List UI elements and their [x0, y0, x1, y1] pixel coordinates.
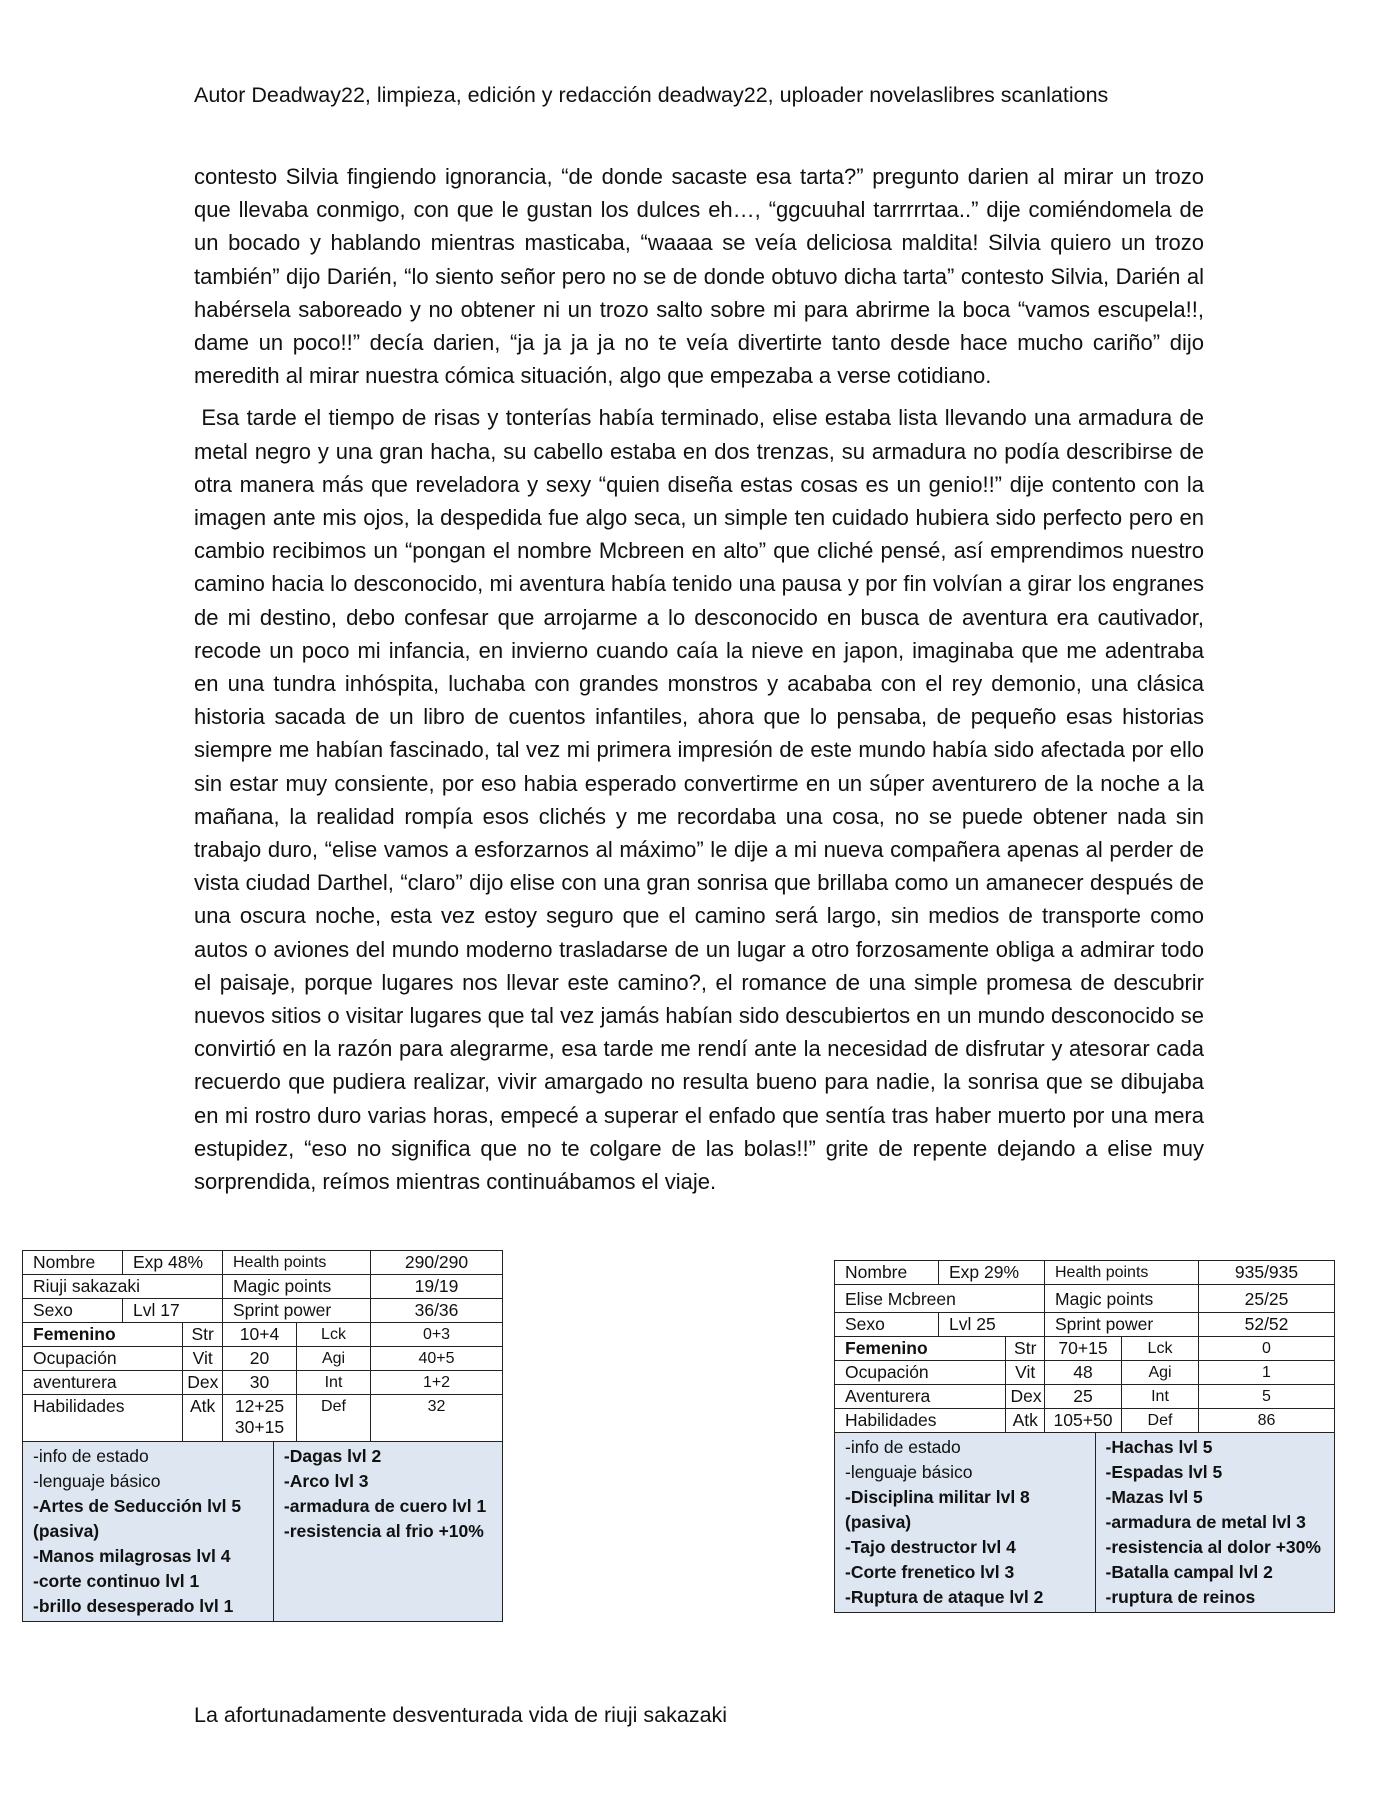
skill-item: -armadura de metal lvl 3: [1105, 1512, 1306, 1532]
ocupacion-label: Ocupación: [835, 1361, 1006, 1384]
lck-label: Lck: [1147, 1340, 1173, 1357]
nombre-label: Nombre: [835, 1261, 939, 1285]
skill-item: -Tajo destructor lvl 4: [845, 1537, 1016, 1557]
vit-value: 20: [223, 1347, 297, 1370]
lck-label: Lck: [321, 1326, 346, 1343]
sexo-label: Sexo: [835, 1313, 939, 1337]
skill-item: -brillo desesperado lvl 1: [33, 1596, 234, 1616]
def-label: Def: [321, 1398, 346, 1415]
character-name: Riuji sakazaki: [23, 1275, 223, 1299]
mp-label: Magic points: [1045, 1285, 1199, 1313]
exp-value: Exp 48%: [123, 1251, 223, 1275]
def-value: 86: [1199, 1409, 1335, 1433]
skill-item: -Hachas lvl 5: [1105, 1437, 1213, 1457]
riuji-stats-table: [22, 1250, 503, 1622]
def-label: Def: [1147, 1412, 1173, 1429]
skill-item: -Espadas lvl 5: [1105, 1462, 1223, 1482]
int-label: Int: [1151, 1388, 1169, 1405]
paragraph-2: Esa tarde el tiempo de risas y tonterías había terminado, elise estaba lista llevando una armadura de metal negro y una gran hacha, su cabello estaba en dos trenzas, su armadura no podía describirse de otra manera más que reveladora y sexy “quien diseña estas cosas es un genio!!” dije contento con la imagen ante mis ojos, la despedida fue algo seca, un simple ten cuidado hubiera sido perfecto pero en cambio recibimos un “pongan el nombre Mcbreen en alto” que cliché pensé, así emprendimos nuestro camino hacia lo desconocido, mi aventura había tenido una pausa y por fin volvían a girar los engranes de mi destino, debo confesar que arrojarme a lo desconocido en busca de aventura era cautivador, recode un poco mi infancia, en invierno cuando caía la nieve en japon, imaginaba que me adentraba en una tundra inhóspita, luchaba con grandes monstros y acababa con el rey demonio, una clásica historia sacada de un libro de cuentos infantiles, ahora que lo pensaba, de pequeño esas historias siempre me habían fascinado, tal vez mi primera impresión de este mundo había sido afectada por ello sin estar muy consiente, por eso habia esperado convertirme en un súper aventurero de la noche a la mañana, la realidad rompía esos clichés y me recordaba una cosa, no se puede obtener nada sin trabajo duro, “elise vamos a esforzarnos al máximo” le dije a mi nueva compañera apenas al perder de vista ciudad Darthel, “claro” dijo elise con una gran sonrisa que brillaba como un amanecer después de una oscura noche, esta vez estoy seguro que el camino será largo, sin medios de transporte como autos o aviones del mundo moderno trasladarse de un lugar a otro forzosamente obliga a admirar todo el paisaje, porque lugares nos llevar este camino?, el romance de una simple promesa de descubrir nuevos sitios o visitar lugares que tal vez jamás habían sido descubiertos en un mundo desconocido se convirtió en la razón para alegrarme, esa tarde me rendí ante la necesidad de disfrutar y atesorar cada recuerdo que pudiera realizar, vivir amargado no resulta bueno para nadie, la sonrisa que se dibujaba en mi rostro duro varias horas, empecé a superar el enfado que sentía tras haber muerto por una mera estupidez, “eso no significa que no te colgare de las bolas!!” grite de repente dejando a elise muy sorprendida, reímos mientras continuábamos el viaje.: [194, 405, 1211, 1195]
page-footer: La afortunadamente desventurada vida de riuji sakazaki: [194, 1703, 728, 1727]
page-header: Autor Deadway22, limpieza, edición y redacción deadway22, uploader novelaslibres scanlations: [194, 83, 1109, 107]
sexo-value: Femenino: [835, 1337, 1006, 1360]
skills-right-list: [1095, 1433, 1334, 1612]
skill-item: -lenguaje básico: [845, 1462, 973, 1482]
dex-label: Dex: [187, 1372, 219, 1392]
str-value: 10+4: [223, 1323, 297, 1346]
str-label: Str: [1014, 1338, 1037, 1358]
mp-value: 19/19: [371, 1275, 503, 1299]
mp-label: Magic points: [223, 1275, 371, 1299]
agi-value: 40+5: [371, 1347, 503, 1371]
skill-item: -Mazas lvl 5: [1105, 1487, 1203, 1507]
skill-item: -Manos milagrosas lvl 4: [33, 1546, 231, 1566]
skill-item: -armadura de cuero lvl 1: [283, 1496, 487, 1516]
nombre-label: Nombre: [23, 1251, 123, 1275]
atk-value-2: 30+15: [234, 1417, 285, 1437]
sexo-label: Sexo: [23, 1299, 123, 1323]
mp-value: 25/25: [1199, 1285, 1335, 1313]
int-label: Int: [324, 1374, 343, 1391]
paragraph-1: contesto Silvia fingiendo ignorancia, “de donde sacaste esa tarta?” pregunto darien al mirar un trozo que llevaba conmigo, con que le gustan los dulces eh…, “ggcuuhal tarrrrrtaa..” dije comiéndomela de un bocado y hablando mientras masticaba, “waaaa se veía deliciosa maldita! Silvia quiero un trozo también” dijo Darién, “lo siento señor pero no se de donde obtuvo dicha tarta” contesto Silvia, Darién al habérsela saboreado y no obtener ni un trozo salto sobre mi para abrirme la boca “vamos escupela!!, dame un poco!!” decía darien, “ja ja ja ja no te veía divertirte tanto desde hace mucho cariño” dijo meredith al mirar nuestra cómica situación, algo que empezaba a verse cotidiano.: [194, 164, 1204, 389]
skill-item: -Disciplina militar lvl 8 (pasiva): [845, 1487, 1030, 1532]
habilidades-label: Habilidades: [23, 1395, 183, 1441]
str-value: 70+15: [1045, 1337, 1122, 1360]
str-label: Str: [191, 1324, 214, 1344]
skill-item: -ruptura de reinos: [1105, 1587, 1256, 1607]
dex-value: 25: [1045, 1385, 1122, 1408]
skill-item: -info de estado: [845, 1437, 961, 1457]
def-value: 32: [371, 1395, 503, 1442]
lck-value: 0: [1199, 1337, 1335, 1361]
vit-label: Vit: [192, 1348, 213, 1368]
vit-label: Vit: [1015, 1362, 1036, 1382]
sp-label: Sprint power: [223, 1299, 371, 1323]
hp-value: 935/935: [1199, 1261, 1335, 1285]
skill-item: -Ruptura de ataque lvl 2: [845, 1587, 1044, 1607]
atk-label: Atk: [190, 1396, 216, 1416]
lck-value: 0+3: [371, 1323, 503, 1347]
agi-value: 1: [1199, 1361, 1335, 1385]
atk-value: 105+50: [1045, 1409, 1122, 1432]
atk-value: 12+25: [234, 1396, 285, 1416]
elise-stats-table: [834, 1260, 1335, 1613]
sexo-value: Femenino: [23, 1323, 183, 1346]
skill-item: -resistencia al dolor +30%: [1105, 1537, 1321, 1557]
ocupacion-value: aventurera: [23, 1371, 183, 1394]
hp-label: Health points: [223, 1251, 371, 1275]
int-value: 1+2: [371, 1371, 503, 1395]
hp-value: 290/290: [371, 1251, 503, 1275]
ocupacion-label: Ocupación: [23, 1347, 183, 1370]
level-value: Lvl 25: [939, 1313, 1045, 1337]
habilidades-label: Habilidades: [835, 1409, 1006, 1432]
skills-left-list: [835, 1433, 1095, 1612]
sp-value: 36/36: [371, 1299, 503, 1323]
dex-value: 30: [223, 1371, 297, 1394]
dex-label: Dex: [1010, 1386, 1042, 1406]
atk-label: Atk: [1012, 1410, 1038, 1430]
skill-item: -corte continuo lvl 1: [33, 1571, 200, 1591]
hp-label: Health points: [1045, 1261, 1199, 1285]
ocupacion-value: Aventurera: [835, 1385, 1006, 1408]
sp-value: 52/52: [1199, 1313, 1335, 1337]
skill-item: -lenguaje básico: [33, 1471, 161, 1491]
skills-right-list: [273, 1442, 502, 1621]
skill-item: -Dagas lvl 2: [283, 1446, 382, 1466]
exp-value: Exp 29%: [939, 1261, 1045, 1285]
sp-label: Sprint power: [1045, 1313, 1199, 1337]
level-value: Lvl 17: [123, 1299, 223, 1323]
agi-label: Agi: [321, 1350, 346, 1367]
vit-value: 48: [1045, 1361, 1122, 1384]
skill-item: -Corte frenetico lvl 3: [845, 1562, 1015, 1582]
skill-item: -Arco lvl 3: [283, 1471, 369, 1491]
skill-item: -Artes de Seducción lvl 5 (pasiva): [33, 1496, 242, 1541]
story-body: [194, 160, 1211, 1207]
agi-label: Agi: [1148, 1364, 1172, 1381]
skills-left-list: [23, 1442, 273, 1621]
skill-item: -resistencia al frio +10%: [283, 1521, 484, 1541]
skill-item: -Batalla campal lvl 2: [1105, 1562, 1273, 1582]
int-value: 5: [1199, 1385, 1335, 1409]
character-name: Elise Mcbreen: [835, 1285, 1045, 1313]
skill-item: -info de estado: [33, 1446, 149, 1466]
